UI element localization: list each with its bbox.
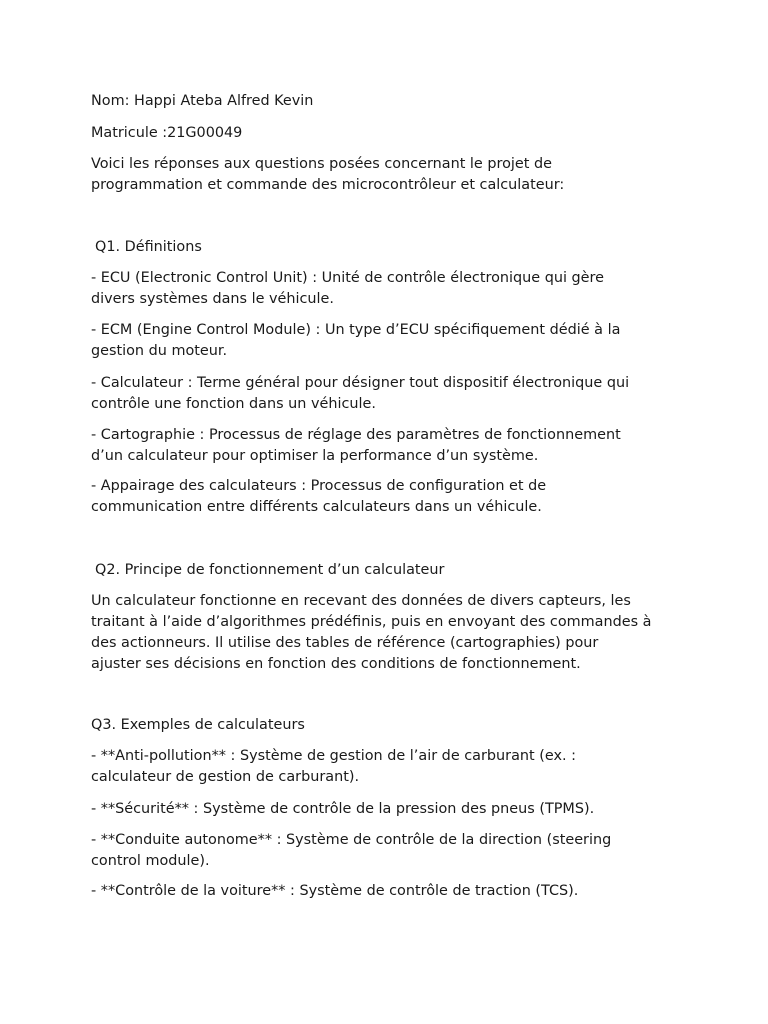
example-line: - **Conduite autonome** : Système de contrôle de la direction (steering [91, 832, 612, 848]
q3-heading: Q3. Exemples de calculateurs [91, 717, 305, 733]
q1-definition-calculateur [91, 373, 629, 415]
definition-line: gestion du moteur. [91, 343, 228, 359]
q2-body [91, 591, 651, 675]
student-name: Nom: Happi Ateba Alfred Kevin [91, 93, 314, 109]
q3-example-conduite-autonome [91, 830, 611, 872]
intro-paragraph [91, 154, 564, 196]
example-line: - **Anti-pollution** : Système de gestion de l’air de carburant (ex. : [91, 748, 576, 764]
q2-heading: Q2. Principe de fonctionnement d’un calculateur [95, 562, 445, 578]
definition-line: communication entre différents calculateurs dans un véhicule. [91, 499, 542, 515]
definition-line: contrôle une fonction dans un véhicule. [91, 396, 376, 412]
student-matricule: Matricule :21G00049 [91, 125, 243, 141]
intro-line: Voici les réponses aux questions posées concernant le projet de [91, 156, 552, 172]
example-line: - **Contrôle de la voiture** : Système de contrôle de traction (TCS). [91, 883, 579, 899]
q1-definition-ecm [91, 320, 620, 362]
definition-line: - Calculateur : Terme général pour désigner tout dispositif électronique qui [91, 375, 630, 391]
body-line: traitant à l’aide d’algorithmes prédéfinis, puis en envoyant des commandes à [91, 614, 652, 630]
q1-definition-ecu [91, 268, 604, 310]
definition-line: - Cartographie : Processus de réglage des paramètres de fonctionnement [91, 427, 621, 443]
definition-line: - ECU (Electronic Control Unit) : Unité de contrôle électronique qui gère [91, 270, 604, 286]
example-line: - **Sécurité** : Système de contrôle de la pression des pneus (TPMS). [91, 801, 595, 817]
body-line: des actionneurs. Il utilise des tables de référence (cartographies) pour [91, 635, 599, 651]
definition-line: d’un calculateur pour optimiser la performance d’un système. [91, 448, 539, 464]
q3-example-securite [91, 799, 594, 820]
q1-definition-appairage [91, 476, 546, 518]
intro-line: programmation et commande des microcontrôleur et calculateur: [91, 177, 565, 193]
definition-line: divers systèmes dans le véhicule. [91, 291, 334, 307]
body-line: ajuster ses décisions en fonction des conditions de fonctionnement. [91, 656, 581, 672]
q3-example-anti-pollution [91, 746, 576, 788]
body-line: Un calculateur fonctionne en recevant des données de divers capteurs, les [91, 593, 631, 609]
definition-line: - Appairage des calculateurs : Processus de configuration et de [91, 478, 547, 494]
q1-heading: Q1. Définitions [95, 239, 202, 255]
definition-line: - ECM (Engine Control Module) : Un type d’ECU spécifiquement dédié à la [91, 322, 621, 338]
example-line: control module). [91, 853, 210, 869]
q1-definition-cartographie [91, 425, 621, 467]
q3-example-controle-voiture [91, 881, 578, 902]
example-line: calculateur de gestion de carburant). [91, 769, 360, 785]
